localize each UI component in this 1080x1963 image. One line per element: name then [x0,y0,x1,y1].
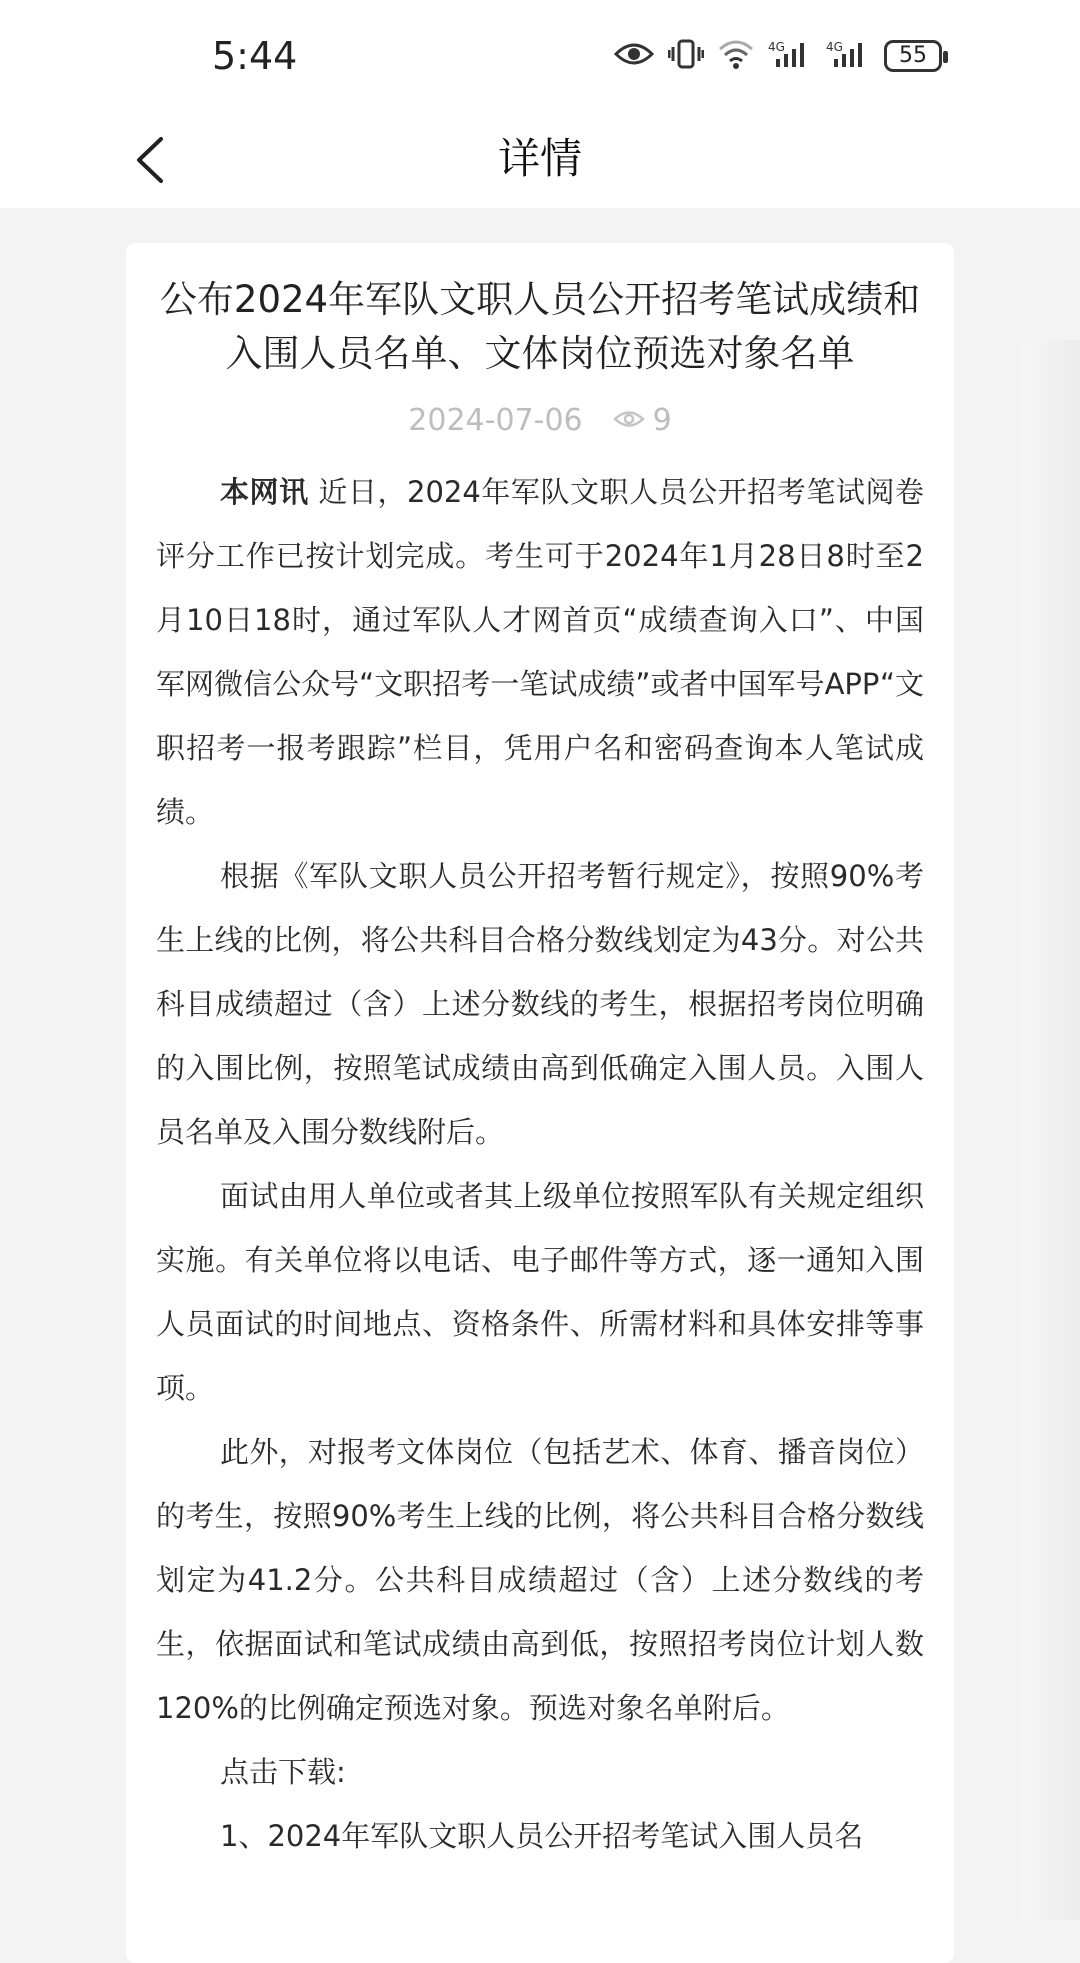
paragraph-text: 近日，2024年军队文职人员公开招考笔试阅卷评分工作已按计划完成。考生可于2024年1月28日8时至2月10日18时，通过军队人才网首页“成绩查询入口”、中国军网微信公众号“文职招考一笔试成绩”或者中国军号APP“文职招考一报考跟踪”栏目，凭用户名和密码查询本人笔试成绩。 [156,475,924,829]
download-label: 点击下载: [220,1755,346,1789]
page-title: 详情 [497,134,582,183]
status-bar [0,0,1080,110]
article-card [126,243,954,1963]
wifi-icon [718,39,754,73]
paragraph-text: 根据《军队文职人员公开招考暂行规定》，按照90%考生上线的比例，将公共科目合格分数线划定为43分。对公共科目成绩超过（含）上述分数线的考生，根据招考岗位明确的入围比例，按照笔试成绩由高到低确定入围人员。入围人员名单及入围分数线附后。 [156,859,924,1149]
paragraph-text: 面试由用人单位或者其上级单位按照军队有关规定组织实施。有关单位将以电话、电子邮件等方式，逐一通知入围人员面试的时间地点、资格条件、所需材料和具体安排等事项。 [156,1179,924,1405]
article-paragraph [156,844,924,1164]
nav-bar [0,110,1080,208]
article-title: 公布2024年军队文职人员公开招考笔试成绩和入围人员名单、文体岗位预选对象名单 [159,278,921,375]
status-icons [614,36,942,76]
article-body [156,460,924,1868]
paragraph-text: 此外，对报考文体岗位（包括艺术、体育、播音岗位）的考生，按照90%考生上线的比例，将公共科目合格分数线划定为41.2分。公共科目成绩超过（含）上述分数线的考生，依据面试和笔试成绩由高到低，按照招考岗位计划人数120%的比例确定预选对象。预选对象名单附后。 [156,1435,924,1725]
download-link[interactable]: 1、2024年军队文职人员公开招考笔试入围人员名 [220,1819,864,1853]
eye-icon [613,403,645,438]
signal-4g-icon [826,39,870,73]
article-views [613,403,672,438]
paragraph-lead: 本网讯 [220,475,309,509]
article-paragraph [156,1420,924,1740]
article-paragraph [156,1164,924,1420]
svg-text:4G: 4G [768,40,785,54]
svg-text:4G: 4G [826,40,843,54]
eye-icon [614,40,654,72]
signal-4g-icon [768,39,812,73]
battery-icon: 55 [884,40,942,72]
status-time: 5:44 [212,34,298,78]
vibrate-icon [668,39,704,73]
article-date: 2024-07-06 [408,403,583,438]
view-count: 9 [652,403,672,438]
article-meta [156,403,924,438]
article-paragraph [156,460,924,844]
background-decoration [1020,340,1080,1920]
